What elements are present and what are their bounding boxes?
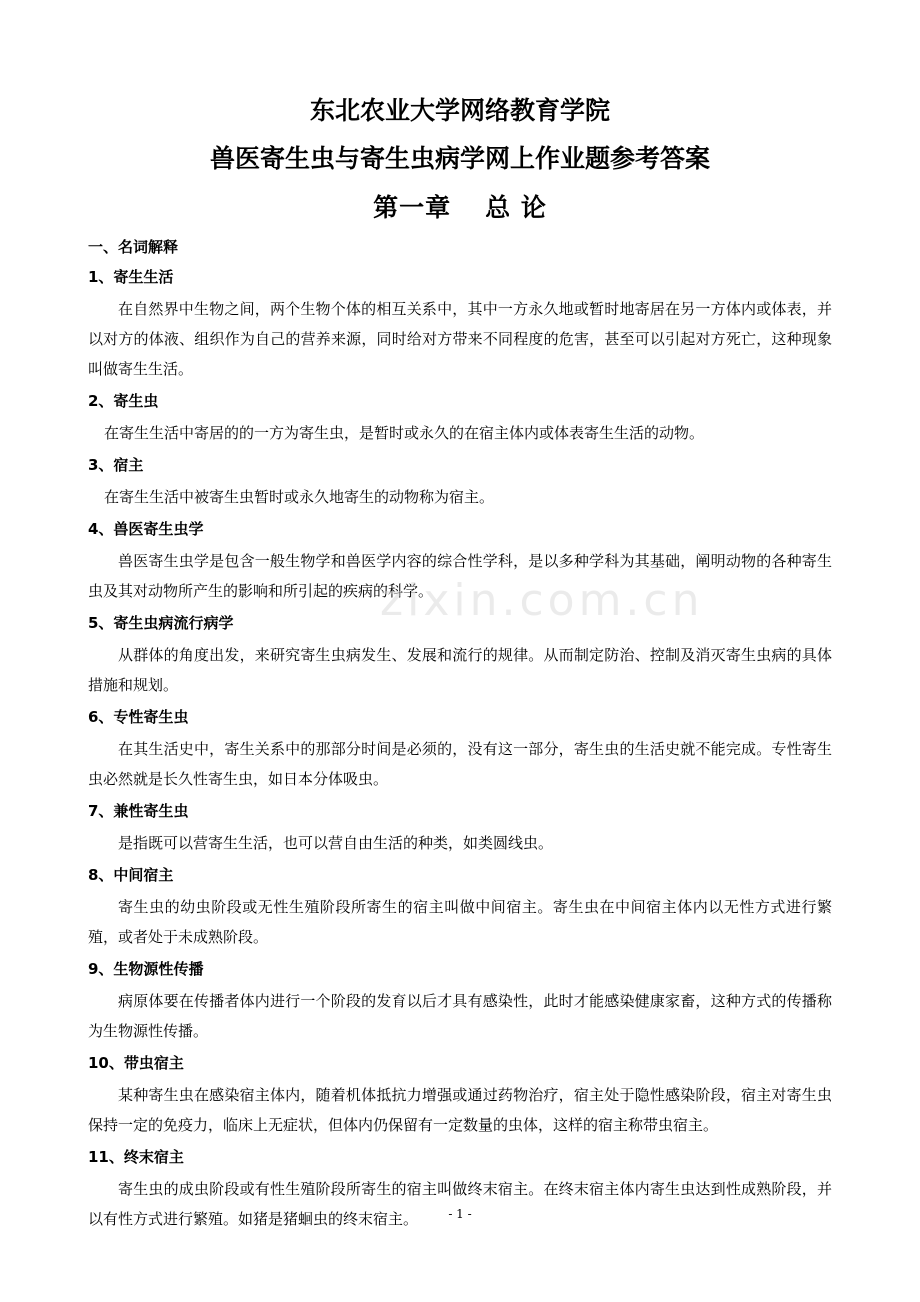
glossary-entry bbox=[88, 798, 832, 858]
entry-definition: 在寄生生活中被寄生虫暂时或永久地寄生的动物称为宿主。 bbox=[104, 488, 495, 506]
glossary-entry bbox=[88, 862, 832, 952]
glossary-entry bbox=[88, 516, 832, 606]
chapter-name: 总 论 bbox=[485, 193, 547, 222]
entry-term: 1、寄生生活 bbox=[88, 268, 174, 286]
entry-definition: 兽医寄生虫学是包含一般生物学和兽医学内容的综合性学科，是以多种学科为其基础，阐明动物的各种寄生虫及其对动物所产生的影响和所引起的疾病的科学。 bbox=[88, 552, 832, 600]
entry-definition: 寄生虫的成虫阶段或有性生殖阶段所寄生的宿主叫做终末宿主。在终末宿主体内寄生虫达到性成熟阶段，并以有性方式进行繁殖。如猪是猪蛔虫的终末宿主。 bbox=[88, 1180, 832, 1228]
entry-term: 9、生物源性传播 bbox=[88, 960, 204, 978]
entry-definition: 在寄生生活中寄居的的一方为寄生虫，是暂时或永久的在宿主体内或体表寄生生活的动物。 bbox=[104, 424, 705, 442]
glossary-entry bbox=[88, 1050, 832, 1140]
entry-term: 7、兼性寄生虫 bbox=[88, 802, 189, 820]
course-title: 兽医寄生虫与寄生虫病学网上作业题参考答案 bbox=[209, 144, 710, 173]
entry-term: 10、带虫宿主 bbox=[88, 1054, 184, 1072]
institution-title: 东北农业大学网络教育学院 bbox=[309, 96, 610, 125]
entry-definition: 病原体要在传播者体内进行一个阶段的发育以后才具有感染性，此时才能感染健康家畜，这种方式的传播称为生物源性传播。 bbox=[88, 992, 832, 1040]
glossary-entry bbox=[88, 956, 832, 1046]
page-number: - 1 - bbox=[448, 1207, 472, 1221]
glossary-entry bbox=[88, 452, 832, 512]
glossary-entry bbox=[88, 264, 832, 384]
chapter-number: 第一章 bbox=[373, 193, 452, 222]
entry-term: 2、寄生虫 bbox=[88, 392, 159, 410]
entry-term: 3、宿主 bbox=[88, 456, 144, 474]
entry-definition: 从群体的角度出发，来研究寄生虫病发生、发展和流行的规律。从而制定防治、控制及消灭寄生虫病的具体措施和规划。 bbox=[88, 646, 832, 694]
section-heading: 一、名词解释 bbox=[88, 238, 179, 256]
glossary-entry bbox=[88, 388, 832, 448]
entry-term: 4、兽医寄生虫学 bbox=[88, 520, 204, 538]
entry-term: 11、终末宿主 bbox=[88, 1148, 184, 1166]
watermark: zixin.com.cn bbox=[380, 575, 704, 626]
entry-definition: 在自然界中生物之间，两个生物个体的相互关系中，其中一方永久地或暂时地寄居在另一方体内或体表，并以对方的体液、组织作为自己的营养来源，同时给对方带来不同程度的危害，甚至可以引起对方死亡，这种现象叫做寄生生活。 bbox=[88, 300, 832, 378]
glossary-entry bbox=[88, 704, 832, 794]
entry-definition: 是指既可以营寄生生活，也可以营自由生活的种类，如类圆线虫。 bbox=[118, 834, 554, 852]
chapter-title bbox=[0, 193, 920, 223]
glossary-entry bbox=[88, 610, 832, 700]
entry-definition: 寄生虫的幼虫阶段或无性生殖阶段所寄生的宿主叫做中间宿主。寄生虫在中间宿主体内以无性方式进行繁殖，或者处于未成熟阶段。 bbox=[88, 898, 832, 946]
entry-definition: 某种寄生虫在感染宿主体内，随着机体抵抗力增强或通过药物治疗，宿主处于隐性感染阶段，宿主对寄生虫保持一定的免疫力，临床上无症状，但体内仍保留有一定数量的虫体，这样的宿主称带虫宿主。 bbox=[88, 1086, 832, 1134]
document-body bbox=[88, 234, 832, 1234]
entry-term: 6、专性寄生虫 bbox=[88, 708, 189, 726]
entry-definition: 在其生活史中，寄生关系中的那部分时间是必须的，没有这一部分，寄生虫的生活史就不能完成。专性寄生虫必然就是长久性寄生虫，如日本分体吸虫。 bbox=[88, 740, 832, 788]
entry-term: 8、中间宿主 bbox=[88, 866, 174, 884]
entry-term: 5、寄生虫病流行病学 bbox=[88, 614, 234, 632]
